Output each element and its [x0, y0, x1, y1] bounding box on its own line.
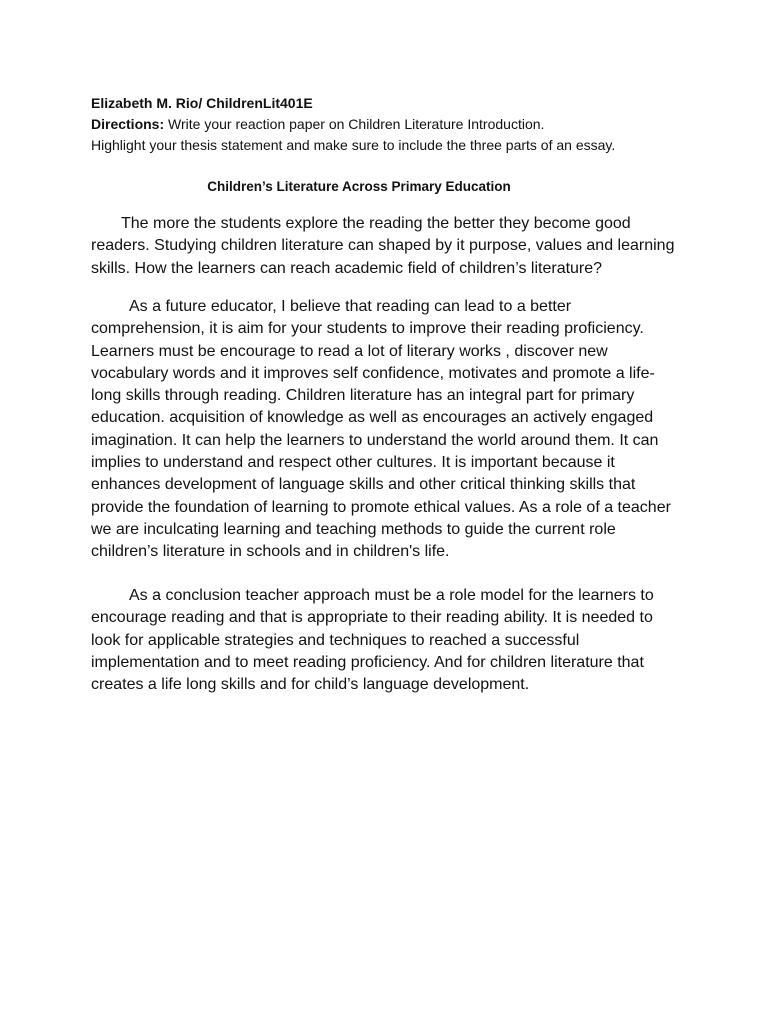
directions-line-2: Highlight your thesis statement and make sure to include the three parts of an essay.: [91, 137, 616, 153]
essay-paragraph-2: As a future educator, I believe that reading can lead to a better comprehension, it is aim for your students to improve their reading proficiency. Learners must be encourage to read a lot of literary works , discover new vocabulary words and it improves self confidence, motivates and promote a life-long skills through reading. Children literature has an integral part for primary education. acquisition of knowledge as well as encourages an actively engaged imagination. It can help the learners to understand the world around them. It can implies to understand and respect other cultures. It is important because it enhances development of language skills and other critical thinking skills that provide the foundation of learning to promote ethical values. As a role of a teacher we are inculcating learning and teaching methods to guide the current role children’s literature in schools and in children's life.: [91, 298, 671, 561]
essay-title: [0, 177, 768, 197]
directions-label: Directions:: [91, 116, 165, 132]
essay-paragraph-1: The more the students explore the reading the better they become good readers. Studying children literature can shaped by it purpose, values and learning skills. How the learners can reach academic field of children’s literature?: [91, 215, 675, 277]
document-header: [91, 93, 691, 156]
directions-line: [91, 114, 691, 135]
essay-title-text: Children’s Literature Across Primary Education: [207, 179, 511, 194]
author-line: Elizabeth M. Rio/ ChildrenLit401E: [91, 95, 313, 111]
directions-text: Write your reaction paper on Children Literature Introduction.: [164, 116, 545, 132]
essay-paragraph-3: As a conclusion teacher approach must be a role model for the learners to encourage reading and that is appropriate to their reading ability. It is needed to look for applicable strategies and techniques to reached a successful implementation and to meet reading proficiency. And for children literature that creates a life long skills and for child’s language development.: [91, 587, 654, 694]
